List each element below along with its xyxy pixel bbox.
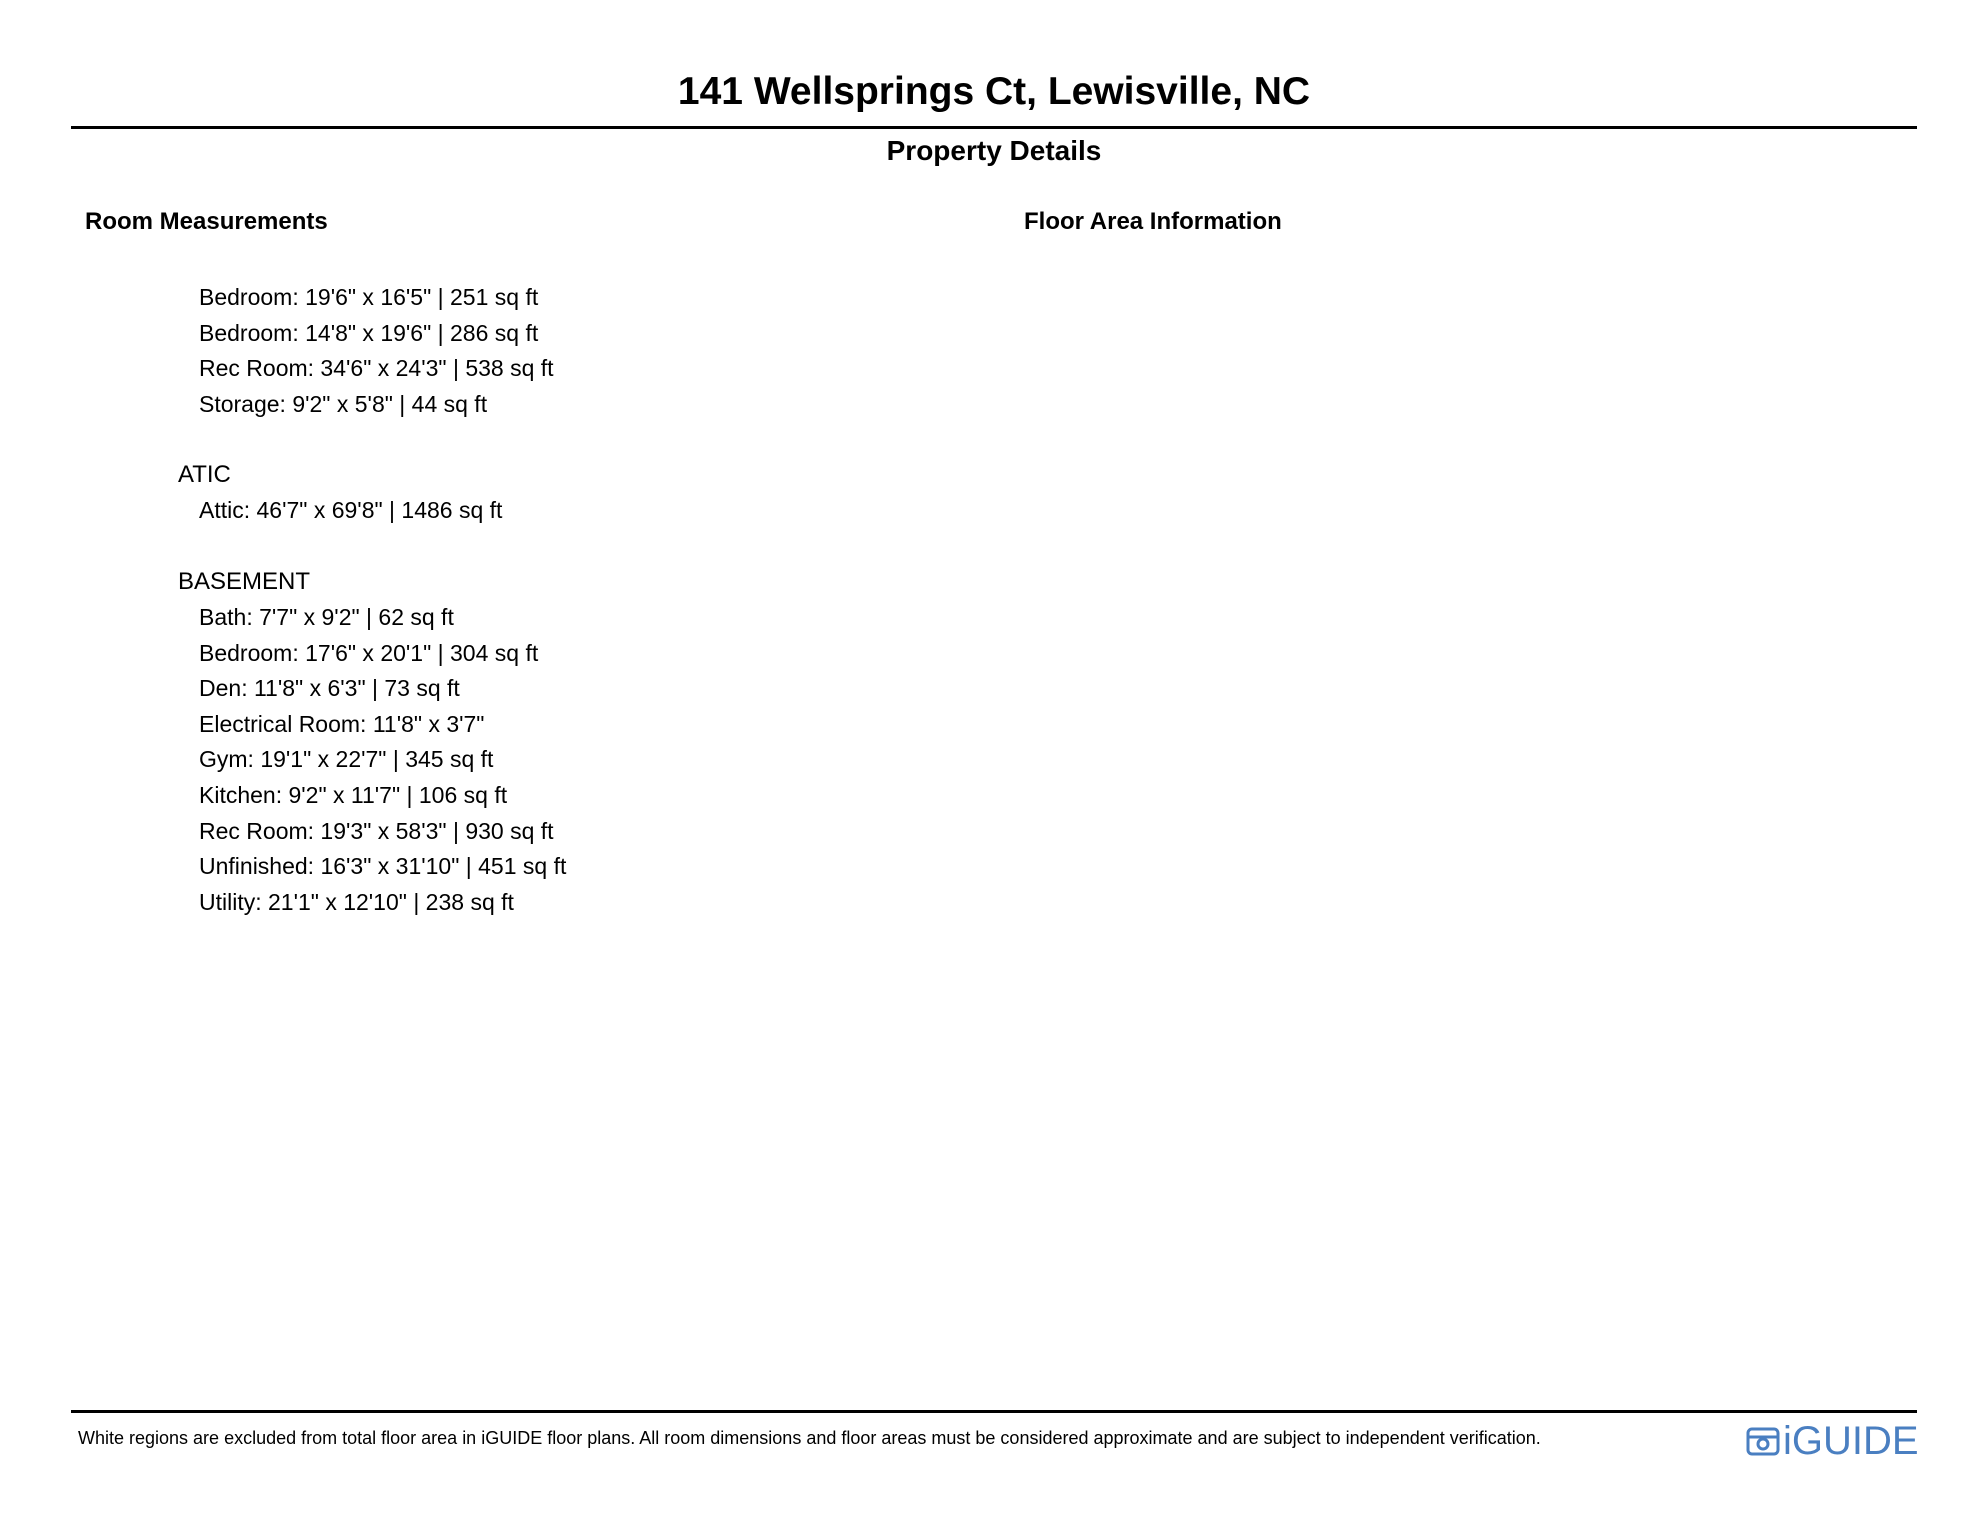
floor-level-label: BASEMENT — [178, 567, 311, 595]
room-group-main — [178, 280, 878, 422]
floor-level-label: ATIC — [178, 461, 231, 489]
room-measurements-heading: Room Measurements — [85, 208, 328, 235]
room-group-basement — [178, 564, 878, 920]
room-items — [178, 600, 878, 920]
iguide-logo — [1746, 1418, 1919, 1464]
room-item: Bedroom: 14'8" x 19'6" | 286 sq ft — [199, 319, 539, 346]
room-item: Gym: 19'1" x 22'7" | 345 sq ft — [199, 746, 494, 773]
disclaimer-text: White regions are excluded from total floor area in iGUIDE floor plans. All room dimensions and floor areas must be considered approximate and are subject to independent verification. — [78, 1428, 1541, 1448]
room-items — [178, 280, 878, 422]
floor-area-heading: Floor Area Information — [1024, 208, 1282, 235]
brand-name: iGUIDE — [1783, 1419, 1919, 1463]
room-item: Rec Room: 34'6" x 24'3" | 538 sq ft — [199, 355, 554, 382]
room-measurements-list — [178, 280, 878, 955]
room-item: Utility: 21'1" x 12'10" | 238 sq ft — [199, 888, 514, 915]
page-subtitle: Property Details — [886, 135, 1102, 166]
room-item: Unfinished: 16'3" x 31'10" | 451 sq ft — [199, 853, 567, 880]
room-items — [178, 493, 878, 529]
header-divider — [71, 126, 1917, 129]
room-item: Kitchen: 9'2" x 11'7" | 106 sq ft — [199, 781, 508, 808]
room-item: Bath: 7'7" x 9'2" | 62 sq ft — [199, 603, 454, 630]
room-item: Bedroom: 17'6" x 20'1" | 304 sq ft — [199, 639, 539, 666]
room-item: Den: 11'8" x 6'3" | 73 sq ft — [199, 675, 460, 702]
room-group-attic — [178, 457, 878, 529]
room-item: Rec Room: 19'3" x 58'3" | 930 sq ft — [199, 817, 554, 844]
room-item: Bedroom: 19'6" x 16'5" | 251 sq ft — [199, 284, 539, 310]
room-item: Electrical Room: 11'8" x 3'7" — [199, 710, 485, 737]
room-item: Storage: 9'2" x 5'8" | 44 sq ft — [199, 390, 488, 417]
footer-divider — [71, 1410, 1917, 1413]
room-item: Attic: 46'7" x 69'8" | 1486 sq ft — [199, 497, 503, 524]
camera-icon — [1746, 1424, 1780, 1458]
page-title: 141 Wellsprings Ct, Lewisville, NC — [677, 70, 1311, 113]
